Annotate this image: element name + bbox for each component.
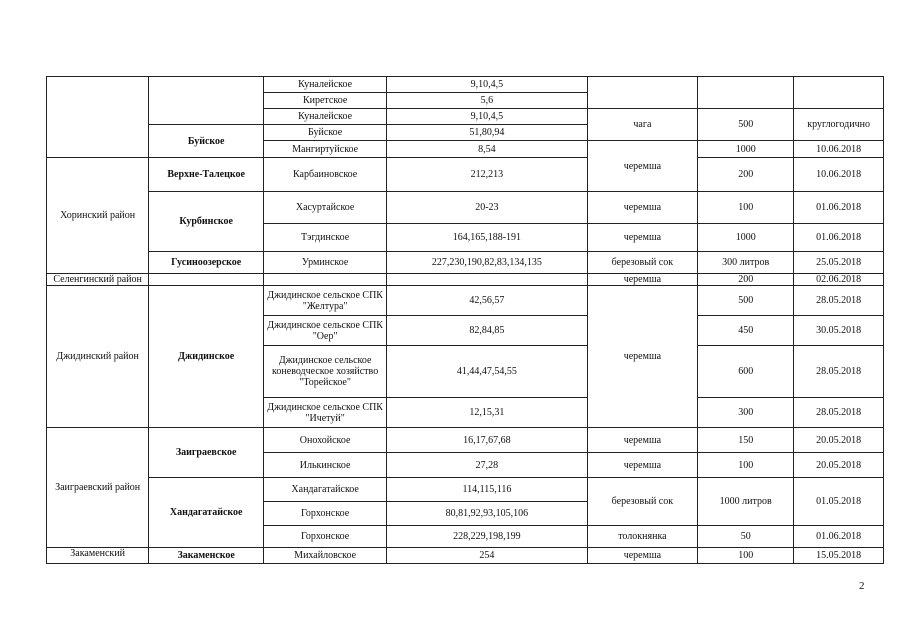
table-cell: Хандагатайское xyxy=(149,478,264,548)
table-cell: 01.05.2018 xyxy=(794,478,884,526)
table-cell: Верхне-Талецкое xyxy=(149,158,264,192)
table-cell: Тэгдинское xyxy=(264,224,387,252)
table-cell: 114,115,116 xyxy=(387,478,587,502)
table-cell: Куналейское xyxy=(264,77,387,93)
table-cell: 15.05.2018 xyxy=(794,548,884,564)
table-cell: 20-23 xyxy=(387,192,587,224)
table-cell: черемша xyxy=(587,286,698,428)
table-cell: 1000 xyxy=(698,224,794,252)
table-row xyxy=(47,548,884,564)
table-cell: Михайловское xyxy=(264,548,387,564)
table-cell: 100 xyxy=(698,548,794,564)
table-cell: Хандагатайское xyxy=(264,478,387,502)
table-cell: Мангиртуйское xyxy=(264,141,387,158)
table-cell: Джидинское сельское СПК "Оер" xyxy=(264,316,387,346)
table-cell: 82,84,85 xyxy=(387,316,587,346)
table-cell: Онохойское xyxy=(264,428,387,453)
table-cell xyxy=(149,77,264,125)
table-row xyxy=(47,286,884,316)
table-cell: 02.06.2018 xyxy=(794,274,884,286)
table-cell: Буйское xyxy=(264,125,387,141)
table-cell: 1000 xyxy=(698,141,794,158)
table-cell xyxy=(149,274,264,286)
table-cell xyxy=(47,77,149,158)
table-cell: 28.05.2018 xyxy=(794,286,884,316)
table-cell: 10.06.2018 xyxy=(794,141,884,158)
table-cell: 10.06.2018 xyxy=(794,158,884,192)
table-cell xyxy=(698,77,794,109)
table-cell: Горхонское xyxy=(264,502,387,526)
table-cell: 01.06.2018 xyxy=(794,224,884,252)
harvest-schedule-table xyxy=(46,76,884,564)
table-cell: Гусиноозерское xyxy=(149,252,264,274)
table-row xyxy=(47,478,884,502)
table-cell: Хоринский район xyxy=(47,158,149,274)
table-cell: 600 xyxy=(698,346,794,398)
table-cell: 227,230,190,82,83,134,135 xyxy=(387,252,587,274)
table-cell: 41,44,47,54,55 xyxy=(387,346,587,398)
table-cell: березовый сок xyxy=(587,252,698,274)
table-cell: Заиграевский район xyxy=(47,428,149,548)
table-cell: Закаменский xyxy=(47,548,149,564)
table-cell: 450 xyxy=(698,316,794,346)
table-cell: 212,213 xyxy=(387,158,587,192)
table-cell: Горхонское xyxy=(264,526,387,548)
table-cell: черемша xyxy=(587,428,698,453)
table-cell: 100 xyxy=(698,192,794,224)
table-cell: Карбаиновское xyxy=(264,158,387,192)
table-cell: 300 xyxy=(698,398,794,428)
table-cell: 100 xyxy=(698,453,794,478)
table-cell: Джидинское xyxy=(149,286,264,428)
table-cell: черемша xyxy=(587,453,698,478)
table-cell xyxy=(587,77,698,109)
table-row xyxy=(47,158,884,192)
table-cell: 27,28 xyxy=(387,453,587,478)
table-cell: толокнянка xyxy=(587,526,698,548)
table-cell: 164,165,188-191 xyxy=(387,224,587,252)
table-cell: 228,229,198,199 xyxy=(387,526,587,548)
table-cell: черемша xyxy=(587,141,698,192)
table-cell: 254 xyxy=(387,548,587,564)
table-cell: Хасуртайское xyxy=(264,192,387,224)
table-row xyxy=(47,252,884,274)
table-cell: Селенгинский район xyxy=(47,274,149,286)
table-cell xyxy=(794,77,884,109)
table-cell: 42,56,57 xyxy=(387,286,587,316)
table-cell: чага xyxy=(587,109,698,141)
table-cell: Урминское xyxy=(264,252,387,274)
table-cell xyxy=(264,274,387,286)
table-row xyxy=(47,77,884,93)
table-cell: черемша xyxy=(587,274,698,286)
table-cell: 01.06.2018 xyxy=(794,192,884,224)
table-cell: Киретское xyxy=(264,93,387,109)
table-cell: 1000 литров xyxy=(698,478,794,526)
table-cell: 20.05.2018 xyxy=(794,453,884,478)
table-cell: черемша xyxy=(587,548,698,564)
table-cell: черемша xyxy=(587,192,698,224)
table-cell: Джидинское сельское СПК "Ичетуй" xyxy=(264,398,387,428)
table-cell: 500 xyxy=(698,109,794,141)
table-cell: Куналейское xyxy=(264,109,387,125)
table-cell: Илькинское xyxy=(264,453,387,478)
table-cell: 500 xyxy=(698,286,794,316)
page-number: 2 xyxy=(859,580,865,592)
table-row xyxy=(47,192,884,224)
table-cell: Заиграевское xyxy=(149,428,264,478)
table-cell: 9,10,4,5 xyxy=(387,77,587,93)
table-cell: березовый сок xyxy=(587,478,698,526)
table-body xyxy=(47,77,884,564)
table-cell: 30.05.2018 xyxy=(794,316,884,346)
table-cell xyxy=(387,274,587,286)
table-cell: 25.05.2018 xyxy=(794,252,884,274)
table-cell: 16,17,67,68 xyxy=(387,428,587,453)
table-cell: 20.05.2018 xyxy=(794,428,884,453)
table-cell: Джидинское сельское коневодческое хозяйство "Торейское" xyxy=(264,346,387,398)
table-cell: черемша xyxy=(587,224,698,252)
table-cell: Джидинский район xyxy=(47,286,149,428)
table-cell: 150 xyxy=(698,428,794,453)
table-cell: Буйское xyxy=(149,125,264,158)
table-cell: 28.05.2018 xyxy=(794,398,884,428)
table-cell: круглогодично xyxy=(794,109,884,141)
table-cell: 5,6 xyxy=(387,93,587,109)
table-cell: 01.06.2018 xyxy=(794,526,884,548)
table-cell: 200 xyxy=(698,274,794,286)
table-cell: 50 xyxy=(698,526,794,548)
table-cell: Закаменское xyxy=(149,548,264,564)
table-cell: 28.05.2018 xyxy=(794,346,884,398)
table-cell: 200 xyxy=(698,158,794,192)
table-cell: 8,54 xyxy=(387,141,587,158)
table-cell: 300 литров xyxy=(698,252,794,274)
table-cell: 12,15,31 xyxy=(387,398,587,428)
table-cell: 9,10,4,5 xyxy=(387,109,587,125)
table-cell: 51,80,94 xyxy=(387,125,587,141)
table-cell: 80,81,92,93,105,106 xyxy=(387,502,587,526)
table-cell: Джидинское сельское СПК "Желтура" xyxy=(264,286,387,316)
table-cell: Курбинское xyxy=(149,192,264,252)
table-row xyxy=(47,428,884,453)
table-row xyxy=(47,274,884,286)
